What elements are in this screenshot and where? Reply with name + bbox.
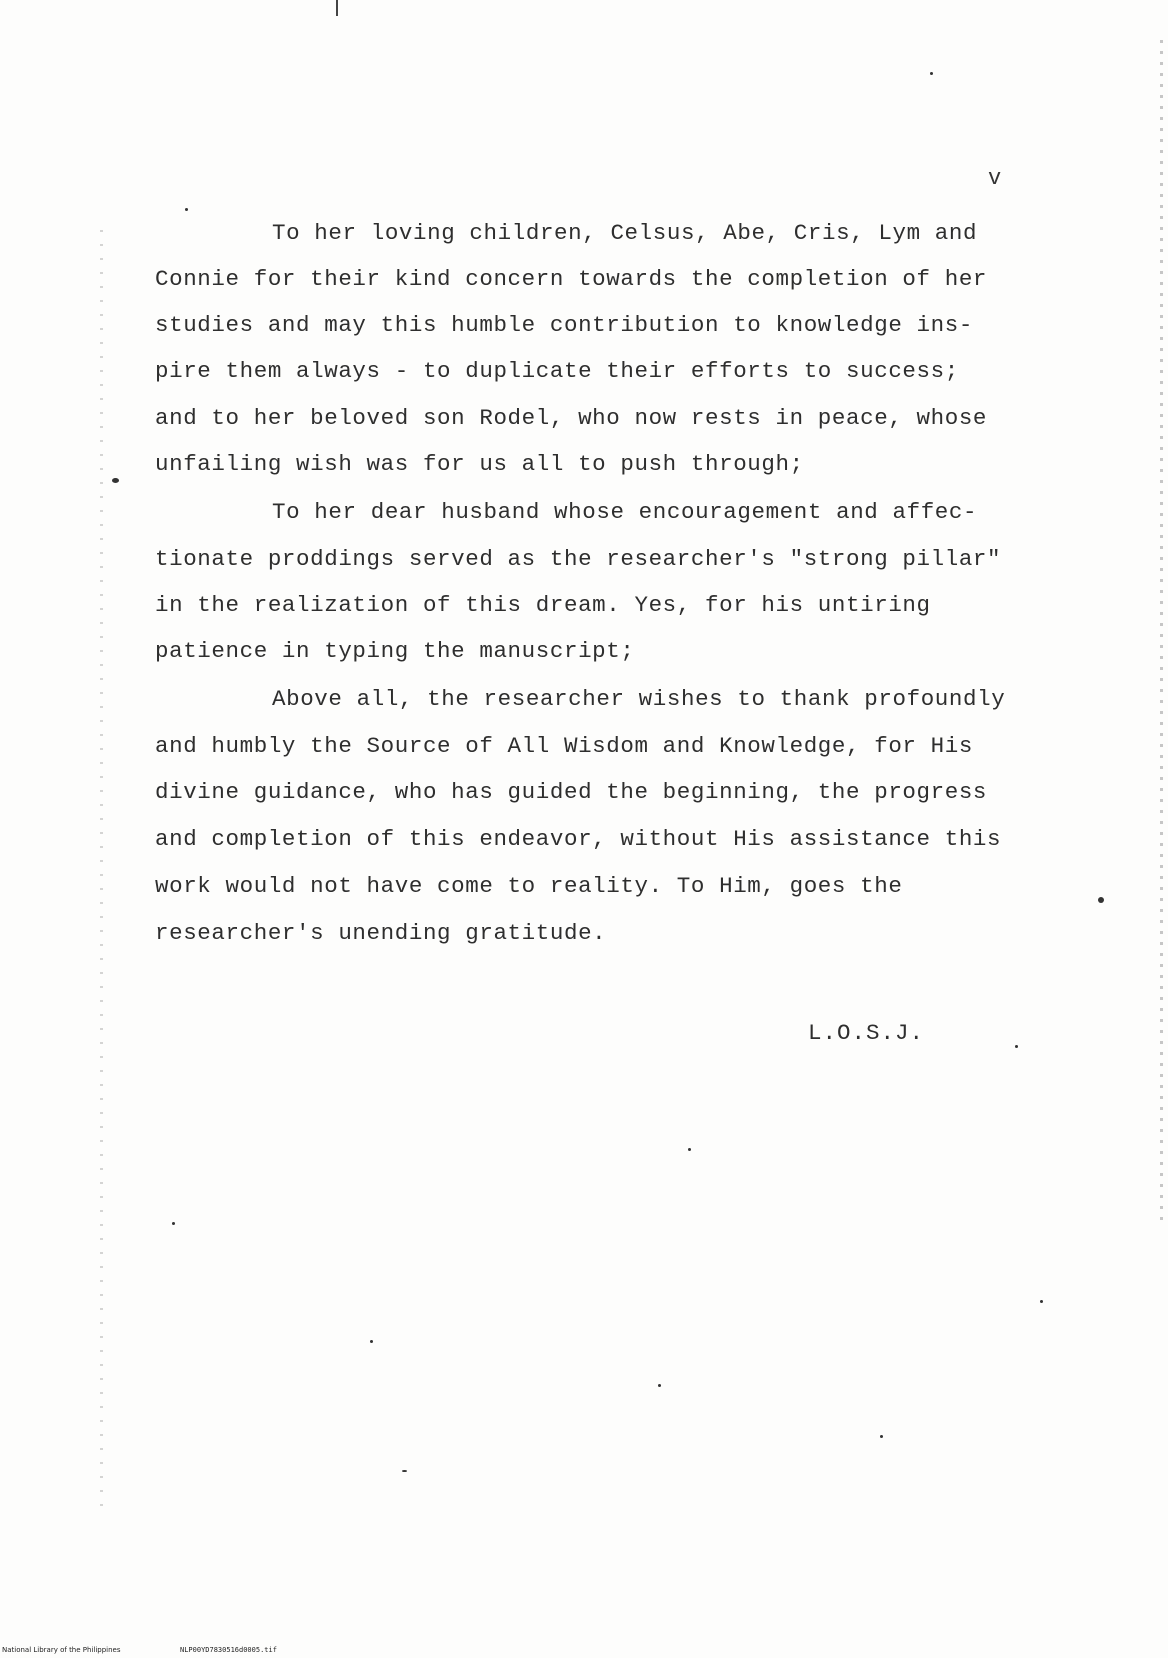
scan-speck <box>658 1384 661 1387</box>
text-line: and humbly the Source of All Wisdom and Knowledge, for His <box>155 733 973 759</box>
scan-speck <box>1040 1300 1043 1303</box>
text-line: divine guidance, who has guided the beginning, the progress <box>155 779 988 805</box>
signature-initials: L.O.S.J. <box>808 1020 925 1046</box>
text-line: and completion of this endeavor, without His assistance this <box>155 826 1002 852</box>
text-line: pire them always - to duplicate their efforts to success; <box>155 358 959 384</box>
scan-edge-left <box>100 230 103 1510</box>
scan-speck <box>688 1148 691 1151</box>
scan-speck <box>172 1222 175 1225</box>
text-line: To her dear husband whose encouragement and affec- <box>272 499 978 525</box>
scan-speck <box>930 72 933 75</box>
scan-speck <box>1098 897 1104 903</box>
text-line: To her loving children, Celsus, Abe, Cris, Lym and <box>272 220 978 246</box>
scan-speck <box>185 208 188 211</box>
text-line: researcher's unending gratitude. <box>155 920 607 946</box>
text-line: studies and may this humble contribution to knowledge ins- <box>155 312 973 338</box>
text-line: tionate proddings served as the researcher's "strong pillar" <box>155 546 1002 572</box>
footer-file-id: NLP00YD7830516d0005.tif <box>180 1646 277 1654</box>
text-line: work would not have come to reality. To Him, goes the <box>155 873 903 899</box>
scan-speck <box>112 478 119 483</box>
page-number: v <box>988 166 1002 191</box>
text-line: and to her beloved son Rodel, who now rests in peace, whose <box>155 405 988 431</box>
text-line: patience in typing the manuscript; <box>155 638 635 664</box>
text-line: Above all, the researcher wishes to thank profoundly <box>272 686 1006 712</box>
scan-speck <box>1015 1045 1018 1048</box>
text-line: in the realization of this dream. Yes, for his untiring <box>155 592 931 618</box>
scan-edge-right <box>1160 40 1163 1220</box>
scan-speck <box>402 1470 407 1472</box>
text-line: unfailing wish was for us all to push through; <box>155 451 804 477</box>
footer-library: National Library of the Philippines <box>2 1646 121 1654</box>
scan-mark <box>336 0 338 16</box>
text-line: Connie for their kind concern towards the completion of her <box>155 266 988 292</box>
scan-speck <box>880 1435 883 1438</box>
scan-speck <box>370 1340 373 1343</box>
